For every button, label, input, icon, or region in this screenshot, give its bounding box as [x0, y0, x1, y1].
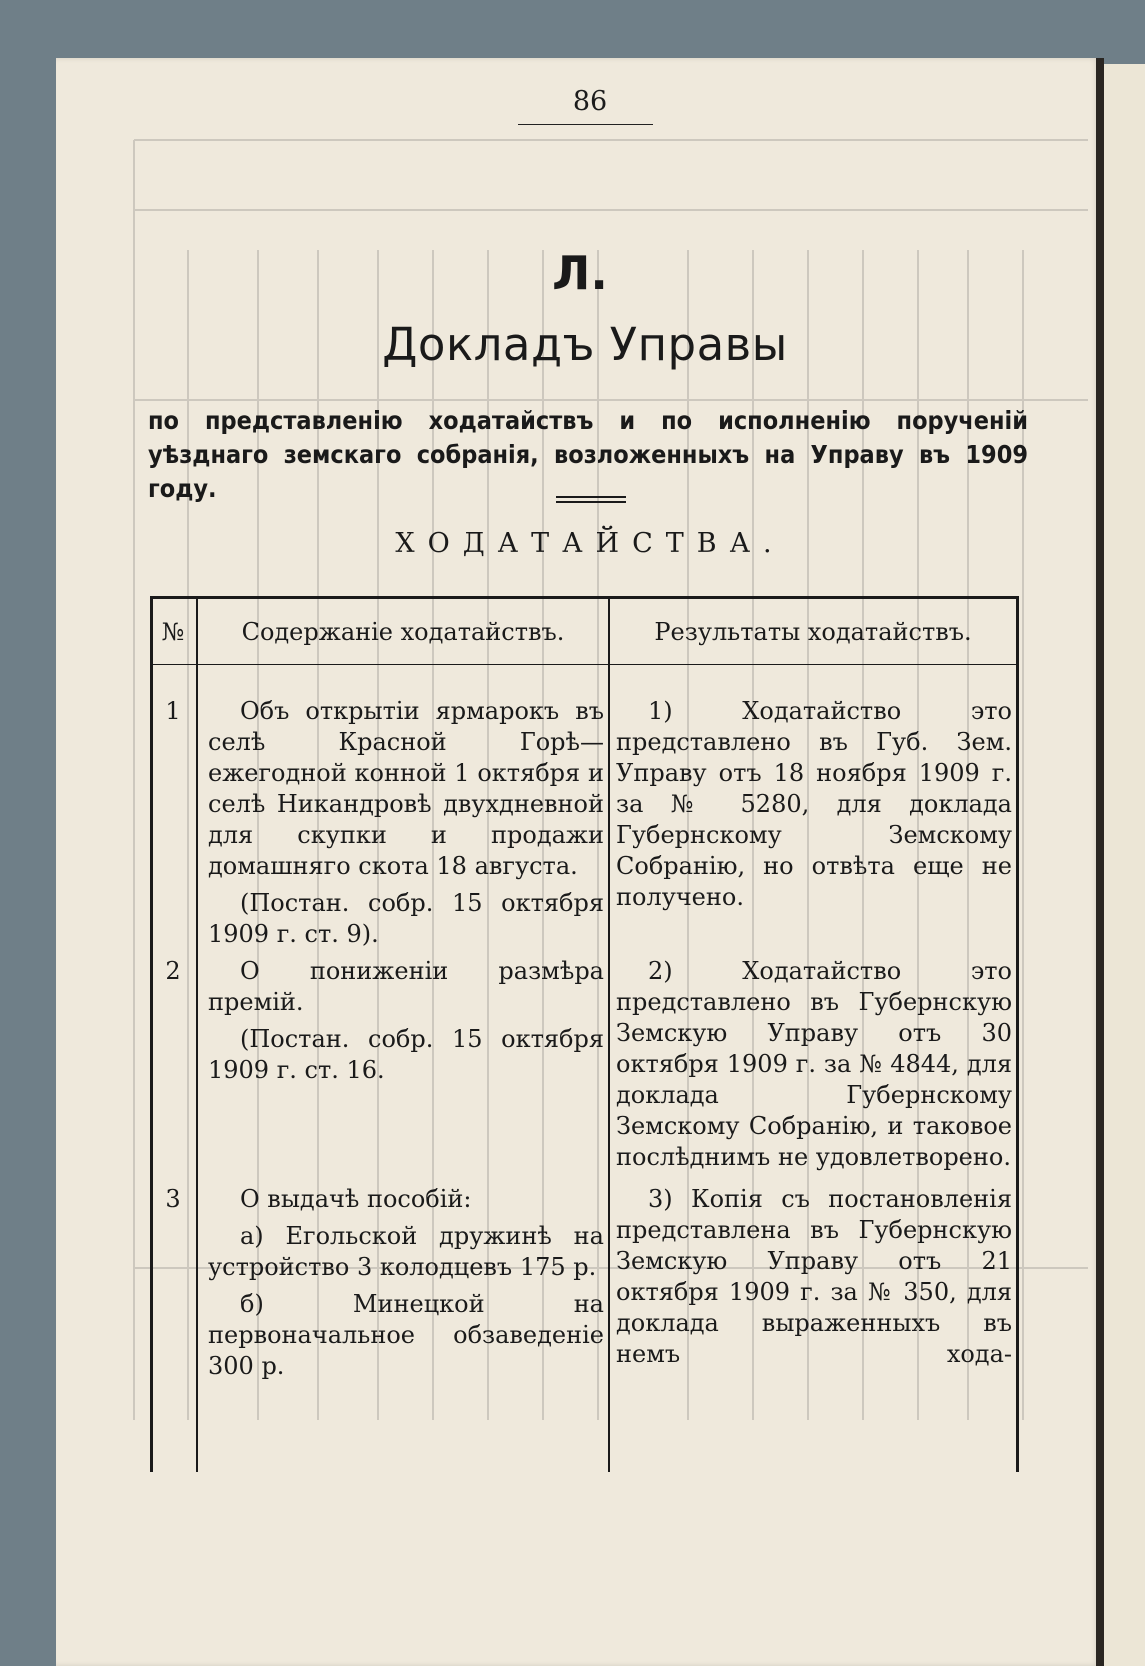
header-number: № — [161, 618, 185, 646]
table-column-divider — [608, 596, 610, 1472]
row-result — [616, 956, 1012, 1179]
petitions-table — [150, 596, 1018, 1476]
ornament-divider — [556, 494, 626, 506]
row-number: 1 — [165, 697, 181, 725]
result-paragraph: 2) Ходатайство это представлено въ Губернскую Земскую Управу отъ 30 октября 1909 г. за № 4844, для доклада Губернскому Земскому Собранію, и таковое послѣднимъ не удовлетворено. — [616, 957, 1012, 1171]
table-top-rule — [150, 596, 1018, 599]
table-left-border — [150, 596, 153, 1472]
row-number: 2 — [165, 957, 181, 985]
row-result — [616, 696, 1012, 919]
header-result: Результаты ходатайствъ. — [654, 618, 972, 646]
table-column-divider — [196, 596, 198, 1472]
book-spine — [1096, 58, 1104, 1666]
result-paragraph: 1) Ходатайство это представлено въ Губ. Зем. Управу отъ 18 ноября 1909 г. за № 5280, для доклада Губернскому Земскому Собранію, но отвѣта еще не получено. — [616, 697, 1012, 911]
content-item: б) Минецкой на первоначальное обзаведеніе 300 р. — [208, 1290, 604, 1380]
row-content — [208, 696, 604, 956]
row-number: 3 — [165, 1185, 181, 1213]
header-content: Содержаніе ходатайствъ. — [241, 618, 565, 646]
section-heading: ХОДАТАЙСТВА. — [395, 528, 785, 559]
section-letter: Л. — [552, 246, 608, 300]
content-paragraph: О выдачѣ пособій: — [240, 1185, 472, 1213]
content-paragraph: О пониженіи размѣра премій. — [208, 957, 604, 1016]
content-citation: (Постан. собр. 15 октября 1909 г. ст. 9). — [208, 889, 604, 948]
row-result — [616, 1184, 1012, 1376]
page-subtitle: по представленію ходатайствъ и по исполненію порученій уѣзднаго земскаго собранія, возложенныхъ на Управу въ 1909 году. — [148, 406, 1028, 503]
row-content — [208, 956, 604, 1092]
table-right-border — [1016, 596, 1019, 1472]
result-paragraph: 3) Копія съ постановленія представлена въ Губернскую Земскую Управу отъ 21 октября 1909 г. за № 350, для доклада выраженныхъ въ немъ хода- — [616, 1185, 1012, 1368]
page-title: Докладъ Управы — [382, 318, 788, 371]
content-citation: (Постан. собр. 15 октября 1909 г. ст. 16. — [208, 1025, 604, 1084]
content-item: а) Егольской дружинѣ на устройство 3 колодцевъ 175 р. — [208, 1222, 604, 1281]
page-number-rule — [518, 124, 653, 125]
table-header-rule — [150, 664, 1018, 665]
page-number: 86 — [572, 86, 608, 117]
row-content — [208, 1184, 604, 1388]
content-paragraph: Объ открытіи ярмарокъ въ селѣ Красной Горѣ—ежегодной конной 1 октября и селѣ Никандровѣ двухдневной для скупки и продажи домашняго скота 18 августа. — [208, 697, 604, 880]
adjacent-page-edge — [1098, 64, 1145, 1666]
